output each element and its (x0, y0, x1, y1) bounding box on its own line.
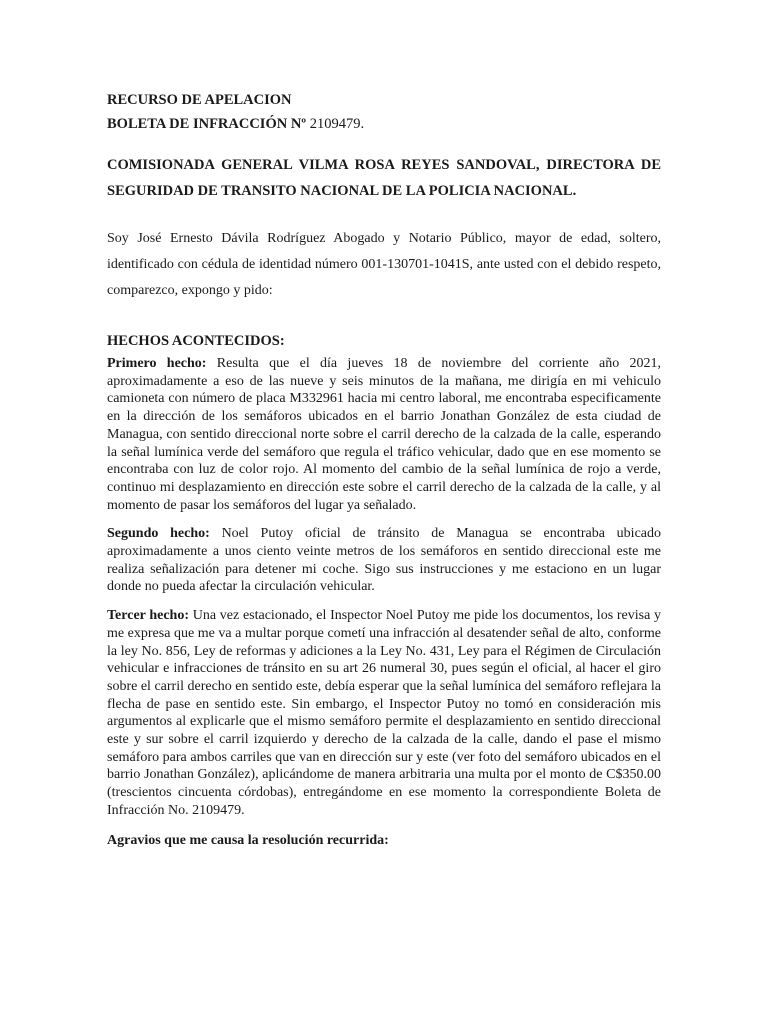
fact-text-2: Noel Putoy oficial de tránsito de Managua se encontraba ubicado aproximadamente a unos ciento veinte metros de los semáforos en sentido direccional este me realiza señalización para detener mi coche. Sigo sus instrucciones y me estaciono en un lugar donde no pueda afectar la circulación vehicular. (107, 526, 661, 595)
fact-paragraph-3 (107, 607, 661, 819)
ticket-number: 2109479. (309, 116, 365, 132)
fact-label-1: Primero hecho: (107, 356, 207, 371)
document-title-text: RECURSO DE APELACION (107, 92, 292, 108)
document-title (107, 88, 661, 112)
document-page (107, 88, 661, 850)
fact-label-3: Tercer hecho: (107, 608, 190, 624)
grievances-heading: Agravios que me causa la resolución recurrida: (107, 832, 389, 848)
fact-paragraph-1 (107, 355, 661, 514)
facts-heading: HECHOS ACONTECIDOS: (107, 333, 285, 349)
intro-paragraph: Soy José Ernesto Dávila Rodríguez Abogado y Notario Público, mayor de edad, soltero, identificado con cédula de identidad número 001-130701-1041S, ante usted con el debido respeto, comparezco, expongo y pido: (107, 231, 661, 298)
fact-paragraph-2 (107, 525, 661, 596)
addressee-block: COMISIONADA GENERAL VILMA ROSA REYES SANDOVAL, DIRECTORA DE SEGURIDAD DE TRANSITO NACIONAL DE LA POLICIA NACIONAL. (107, 157, 661, 199)
fact-text-1: Resulta que el día jueves 18 de noviembre del corriente año 2021, aproximadamente a eso de las nueve y seis minutos de la mañana, me dirigía en mi vehiculo camioneta con número de placa M332961 hacia mi centro laboral, me encontraba especificamente en la dirección de los semáforos ubicados en el barrio Jonathan González de esta ciudad de Managua, con sentido direccional norte sobre el carril derecho de la calzada de la calle, esperando la señal lumínica verde del semáforo que regula el tráfico vehicular, dado que en ese momento se encontraba con luz de color rojo. Al momento del cambio de la señal lumínica de rojo a verde, continuo mi desplazamiento en dirección este sobre el carril derecho de la calzada de la calle, y al momento de pasar los semáforos del lugar ya señalado. (107, 356, 662, 513)
fact-label-2: Segundo hecho: (107, 526, 210, 542)
ticket-line (107, 112, 661, 136)
ticket-label: BOLETA DE INFRACCIÓN Nº (107, 116, 307, 132)
fact-text-3: Una vez estacionado, el Inspector Noel Putoy me pide los documentos, los revisa y me expresa que me va a multar porque cometí una infracción al desatender señal de alto, conforme la ley No. 856, Ley de reformas y adiciones a la Ley No. 431, Ley para el Régimen de Circulación vehicular e infracciones de tránsito en su art 26 numeral 30, pues según el oficial, al hacer el giro sobre el carril derecho en sentido este, debía esperar que la señal lumínica del semáforo reflejara la flecha de pase en sentido este. Sin embargo, el Inspector Putoy no tomó en consideración mis argumentos al explicarle que el mismo semáforo permite el desplazamiento en sentido direccional este y sur sobre el carril izquierdo y derecho de la calzada de la calle, dando el pase el mismo semáforo para ambos carriles que van en dirección sur y este (ver foto del semáforo ubicados en el barrio Jonathan González), aplicándome de manera arbitraria una multa por el monto de C$350.00 (trescientos cincuenta córdobas), entregándome en ese momento la correspondiente Boleta de Infracción No. 2109479. (107, 608, 662, 818)
